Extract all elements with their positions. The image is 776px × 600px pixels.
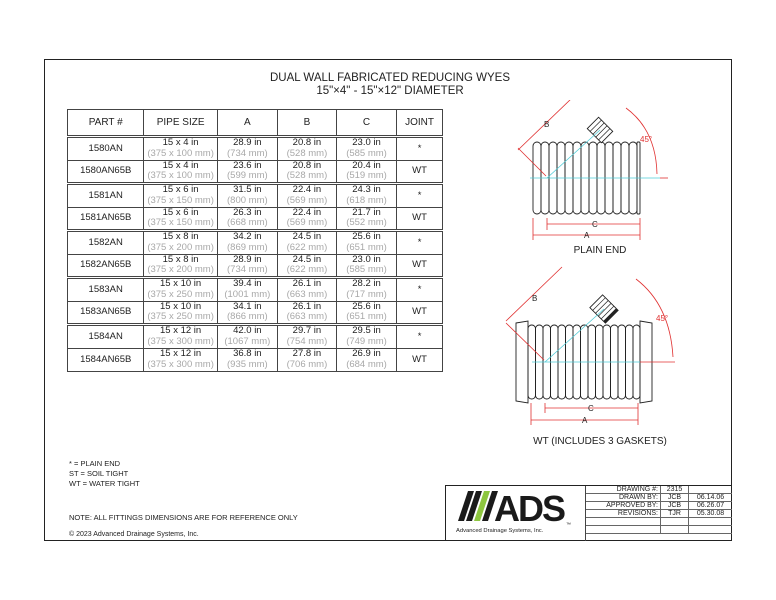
b-in: 22.4 in bbox=[292, 206, 322, 218]
ads-logo bbox=[446, 486, 586, 541]
drawing-title bbox=[200, 72, 580, 98]
a-mm: (734 mm) bbox=[227, 264, 268, 276]
cell-a bbox=[217, 325, 277, 349]
c-in: 25.6 in bbox=[352, 231, 381, 243]
c-in: 20.4 in bbox=[352, 159, 381, 171]
cell-joint: WT bbox=[397, 254, 443, 278]
c-mm: (717 mm) bbox=[346, 288, 387, 300]
cell-b bbox=[277, 160, 336, 184]
spec-table bbox=[67, 109, 443, 372]
cell-b bbox=[277, 325, 336, 349]
cell-a bbox=[217, 254, 277, 278]
cell-joint: * bbox=[397, 278, 443, 302]
plain-end-label: PLAIN END bbox=[573, 245, 627, 256]
cell-a bbox=[217, 207, 277, 231]
cell-c bbox=[336, 184, 396, 208]
size-in: 15 x 10 in bbox=[160, 300, 202, 312]
cell-part: 1583AN65B bbox=[68, 301, 144, 325]
cell-pipe-size bbox=[144, 160, 217, 184]
b-mm: (622 mm) bbox=[286, 241, 328, 253]
wt-label: WT (INCLUDES 3 GASKETS) bbox=[533, 436, 667, 447]
info-label: DRAWN BY: bbox=[586, 494, 661, 501]
b-in: 20.8 in bbox=[292, 159, 322, 171]
size-mm: (375 x 200 mm) bbox=[147, 264, 214, 276]
info-label: DRAWING #: bbox=[586, 486, 661, 493]
cell-c bbox=[336, 231, 396, 255]
table-row bbox=[68, 231, 443, 255]
cell-b bbox=[277, 278, 336, 302]
cell-part: 1581AN65B bbox=[68, 207, 144, 231]
header-pipe-size: PIPE SIZE bbox=[144, 110, 217, 137]
c-in: 25.6 in bbox=[352, 300, 381, 312]
size-mm: (375 x 100 mm) bbox=[147, 147, 214, 159]
a-in: 39.4 in bbox=[233, 278, 262, 290]
info-initials: 2315 bbox=[661, 486, 689, 493]
cell-joint: * bbox=[397, 137, 443, 161]
header-joint: JOINT bbox=[397, 110, 443, 137]
info-label: APPROVED BY: bbox=[586, 502, 661, 509]
table-row bbox=[68, 207, 443, 231]
cell-c bbox=[336, 301, 396, 325]
b-mm: (663 mm) bbox=[286, 311, 328, 323]
cell-b bbox=[277, 254, 336, 278]
c-in: 29.5 in bbox=[352, 325, 381, 337]
b-in: 26.1 in bbox=[292, 278, 322, 290]
size-in: 15 x 6 in bbox=[162, 184, 199, 196]
dim-c-label: C bbox=[588, 404, 594, 413]
c-mm: (519 mm) bbox=[346, 170, 387, 182]
cell-c bbox=[336, 160, 396, 184]
c-mm: (585 mm) bbox=[346, 264, 387, 276]
cell-pipe-size bbox=[144, 231, 217, 255]
legend-water-tight: WT = WATER TIGHT bbox=[69, 479, 140, 488]
b-in: 24.5 in bbox=[292, 253, 322, 265]
cell-joint: * bbox=[397, 325, 443, 349]
a-in: 28.9 in bbox=[233, 253, 262, 265]
a-in: 28.9 in bbox=[233, 137, 262, 149]
a-mm: (1067 mm) bbox=[224, 335, 271, 347]
info-row bbox=[586, 486, 732, 494]
a-in: 31.5 in bbox=[233, 184, 262, 196]
c-mm: (749 mm) bbox=[346, 335, 387, 347]
cell-pipe-size bbox=[144, 348, 217, 372]
size-mm: (375 x 250 mm) bbox=[147, 288, 214, 300]
gasket-left bbox=[516, 321, 528, 403]
info-date: 06.14.06 bbox=[696, 494, 725, 501]
size-in: 15 x 4 in bbox=[162, 159, 199, 171]
table-row bbox=[68, 348, 443, 372]
c-in: 21.7 in bbox=[352, 206, 381, 218]
cell-a bbox=[217, 184, 277, 208]
cell-joint: * bbox=[397, 231, 443, 255]
cell-a bbox=[217, 137, 277, 161]
c-mm: (651 mm) bbox=[346, 311, 387, 323]
joint-legend bbox=[69, 459, 140, 489]
a-in: 36.8 in bbox=[233, 348, 262, 360]
info-date bbox=[689, 518, 732, 525]
b-mm: (569 mm) bbox=[286, 194, 328, 206]
header-a: A bbox=[217, 110, 277, 137]
size-in: 15 x 10 in bbox=[160, 278, 202, 290]
a-mm: (800 mm) bbox=[227, 194, 268, 206]
cell-part: 1582AN bbox=[68, 231, 144, 255]
cell-joint: * bbox=[397, 184, 443, 208]
b-in: 24.5 in bbox=[292, 231, 322, 243]
table-row bbox=[68, 325, 443, 349]
a-in: 26.3 in bbox=[233, 206, 262, 218]
size-in: 15 x 8 in bbox=[162, 231, 199, 243]
info-initials: TJR bbox=[661, 510, 689, 517]
wt-diagram bbox=[500, 265, 700, 435]
size-mm: (375 x 100 mm) bbox=[147, 170, 214, 182]
b-mm: (663 mm) bbox=[286, 288, 328, 300]
cell-a bbox=[217, 278, 277, 302]
header-c: C bbox=[336, 110, 396, 137]
cell-part: 1582AN65B bbox=[68, 254, 144, 278]
cell-c bbox=[336, 325, 396, 349]
info-row bbox=[586, 518, 732, 526]
b-in: 22.4 in bbox=[292, 184, 322, 196]
cell-c bbox=[336, 254, 396, 278]
b-mm: (569 mm) bbox=[286, 217, 328, 229]
reference-note: NOTE: ALL FITTINGS DIMENSIONS ARE FOR REFERENCE ONLY bbox=[69, 513, 298, 522]
info-row bbox=[586, 502, 732, 510]
title-block bbox=[445, 485, 732, 541]
copyright: © 2023 Advanced Drainage Systems, Inc. bbox=[69, 531, 199, 538]
info-row bbox=[586, 526, 732, 534]
cell-c bbox=[336, 207, 396, 231]
size-mm: (375 x 300 mm) bbox=[147, 335, 214, 347]
c-mm: (552 mm) bbox=[346, 217, 387, 229]
info-label bbox=[586, 518, 661, 525]
a-in: 34.1 in bbox=[233, 300, 262, 312]
info-row bbox=[586, 494, 732, 502]
size-mm: (375 x 250 mm) bbox=[147, 311, 214, 323]
logo-text: ADS bbox=[494, 488, 565, 528]
dim-a-label: A bbox=[584, 231, 590, 240]
cell-b bbox=[277, 231, 336, 255]
size-in: 15 x 4 in bbox=[162, 137, 199, 149]
dim-c-label: C bbox=[592, 220, 598, 229]
size-in: 15 x 12 in bbox=[160, 325, 202, 337]
c-mm: (651 mm) bbox=[346, 241, 387, 253]
a-mm: (668 mm) bbox=[227, 217, 268, 229]
table-row bbox=[68, 137, 443, 161]
a-mm: (599 mm) bbox=[227, 170, 268, 182]
info-date: 05.30.08 bbox=[696, 510, 725, 517]
info-initials bbox=[661, 518, 689, 525]
dim-b-label: B bbox=[532, 294, 538, 303]
cell-pipe-size bbox=[144, 184, 217, 208]
size-mm: (375 x 300 mm) bbox=[147, 358, 214, 370]
cell-pipe-size bbox=[144, 254, 217, 278]
angle-label: 45° bbox=[640, 135, 653, 144]
table-row bbox=[68, 254, 443, 278]
b-mm: (528 mm) bbox=[286, 170, 328, 182]
cell-a bbox=[217, 301, 277, 325]
cell-pipe-size bbox=[144, 278, 217, 302]
plain-end-diagram bbox=[500, 100, 700, 250]
logo-tagline: Advanced Drainage Systems, Inc. bbox=[456, 528, 544, 534]
cell-part: 1580AN65B bbox=[68, 160, 144, 184]
cell-b bbox=[277, 137, 336, 161]
c-in: 23.0 in bbox=[352, 137, 381, 149]
c-in: 28.2 in bbox=[352, 278, 381, 290]
info-label bbox=[586, 526, 661, 533]
ads-logo-mark bbox=[446, 486, 586, 528]
cell-joint: WT bbox=[397, 348, 443, 372]
cell-part: 1583AN bbox=[68, 278, 144, 302]
cell-c bbox=[336, 278, 396, 302]
info-date bbox=[689, 526, 732, 533]
cell-a bbox=[217, 348, 277, 372]
info-label: REVISIONS: bbox=[586, 510, 661, 517]
cell-joint: WT bbox=[397, 160, 443, 184]
header-b: B bbox=[277, 110, 336, 137]
dim-b-label: B bbox=[544, 120, 550, 129]
cell-pipe-size bbox=[144, 137, 217, 161]
branch-centerline bbox=[547, 130, 600, 178]
size-in: 15 x 12 in bbox=[160, 348, 202, 360]
a-mm: (935 mm) bbox=[227, 358, 268, 370]
b-mm: (622 mm) bbox=[286, 264, 328, 276]
cell-b bbox=[277, 184, 336, 208]
legend-soil-tight: ST = SOIL TIGHT bbox=[69, 469, 129, 478]
b-in: 27.8 in bbox=[292, 348, 322, 360]
info-date bbox=[689, 486, 732, 493]
size-mm: (375 x 150 mm) bbox=[147, 217, 214, 229]
table-row bbox=[68, 278, 443, 302]
info-date: 06.26.07 bbox=[696, 502, 725, 509]
cell-c bbox=[336, 348, 396, 372]
dim-a-label: A bbox=[582, 416, 588, 425]
size-in: 15 x 8 in bbox=[162, 253, 199, 265]
cell-pipe-size bbox=[144, 301, 217, 325]
cell-joint: WT bbox=[397, 207, 443, 231]
a-mm: (869 mm) bbox=[227, 241, 268, 253]
c-in: 23.0 in bbox=[352, 253, 381, 265]
cell-part: 1580AN bbox=[68, 137, 144, 161]
info-initials bbox=[661, 526, 689, 533]
c-mm: (684 mm) bbox=[346, 358, 387, 370]
size-mm: (375 x 150 mm) bbox=[147, 194, 214, 206]
title-line-2: 15"×4" - 15"×12" DIAMETER bbox=[316, 85, 464, 97]
cell-a bbox=[217, 160, 277, 184]
c-mm: (618 mm) bbox=[346, 194, 387, 206]
b-in: 29.7 in bbox=[292, 325, 322, 337]
c-in: 24.3 in bbox=[352, 184, 381, 196]
cell-pipe-size bbox=[144, 325, 217, 349]
info-initials: JCB bbox=[661, 502, 689, 509]
a-mm: (1001 mm) bbox=[224, 288, 271, 300]
table-row bbox=[68, 160, 443, 184]
a-mm: (734 mm) bbox=[227, 147, 268, 159]
cell-joint: WT bbox=[397, 301, 443, 325]
b-in: 26.1 in bbox=[292, 300, 322, 312]
b-in: 20.8 in bbox=[292, 137, 322, 149]
info-row bbox=[586, 510, 732, 518]
table-row bbox=[68, 301, 443, 325]
angle-label: 45° bbox=[656, 314, 669, 323]
a-in: 42.0 in bbox=[233, 325, 262, 337]
cell-b bbox=[277, 348, 336, 372]
b-mm: (528 mm) bbox=[286, 147, 328, 159]
table-header-row bbox=[68, 110, 443, 137]
a-mm: (866 mm) bbox=[227, 311, 268, 323]
legend-plain-end: * = PLAIN END bbox=[69, 459, 121, 468]
header-part: PART # bbox=[68, 110, 144, 137]
size-mm: (375 x 200 mm) bbox=[147, 241, 214, 253]
logo-tm: ™ bbox=[566, 522, 571, 528]
cell-c bbox=[336, 137, 396, 161]
size-in: 15 x 6 in bbox=[162, 206, 199, 218]
cell-a bbox=[217, 231, 277, 255]
b-mm: (754 mm) bbox=[286, 335, 328, 347]
cell-part: 1584AN65B bbox=[68, 348, 144, 372]
dimension-lines bbox=[518, 100, 668, 240]
drawing-info-grid bbox=[586, 486, 732, 534]
b-mm: (706 mm) bbox=[286, 358, 328, 370]
cell-b bbox=[277, 301, 336, 325]
c-mm: (585 mm) bbox=[346, 147, 387, 159]
title-line-1: DUAL WALL FABRICATED REDUCING WYES bbox=[269, 72, 511, 84]
cell-part: 1584AN bbox=[68, 325, 144, 349]
cell-b bbox=[277, 207, 336, 231]
c-in: 26.9 in bbox=[352, 348, 381, 360]
cell-pipe-size bbox=[144, 207, 217, 231]
a-in: 34.2 in bbox=[233, 231, 262, 243]
table-row bbox=[68, 184, 443, 208]
cell-part: 1581AN bbox=[68, 184, 144, 208]
info-initials: JCB bbox=[661, 494, 689, 501]
a-in: 23.6 in bbox=[233, 159, 262, 171]
